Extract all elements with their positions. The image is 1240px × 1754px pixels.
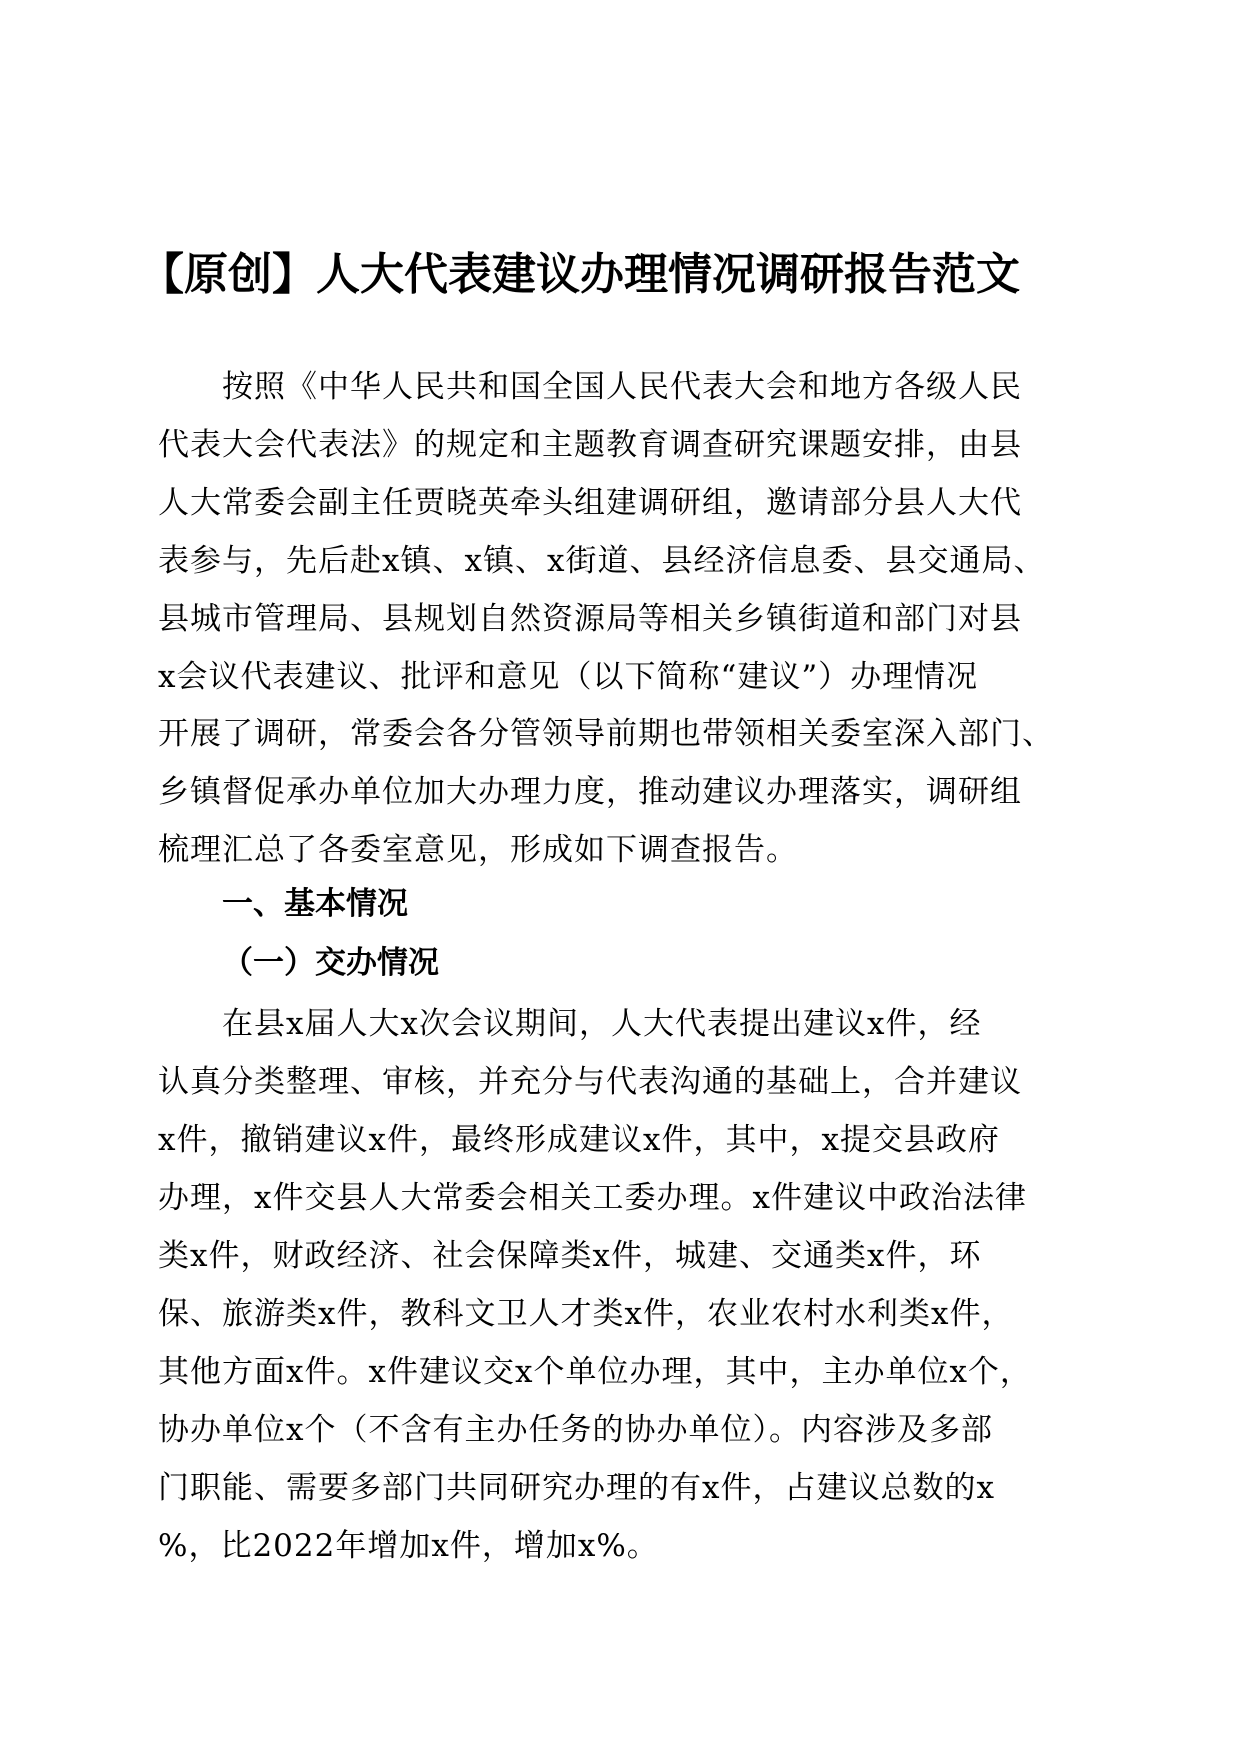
- body-line: 办理，x件交县人大常委会相关工委办理。x件建议中政治法律: [158, 1180, 1027, 1216]
- intro-line: 表参与，先后赴x镇、x镇、x街道、县经济信息委、县交通局、: [158, 543, 1046, 579]
- body-line: x件，撤销建议x件，最终形成建议x件，其中，x提交县政府: [158, 1122, 1000, 1158]
- body-line: 类x件，财政经济、社会保障类x件，城建、交通类x件，环: [158, 1238, 982, 1274]
- intro-line: 按照《中华人民共和国全国人民代表大会和地方各级人民: [222, 369, 1022, 405]
- subsection-heading: （一）交办情况: [222, 945, 439, 981]
- document-title: 【原创】人大代表建议办理情况调研报告范文: [140, 249, 1020, 300]
- intro-line: 开展了调研，常委会各分管领导前期也带领相关委室深入部门、: [158, 716, 1054, 752]
- body-line: 协办单位x个（不含有主办任务的协办单位）。内容涉及多部: [158, 1412, 993, 1448]
- intro-line: 乡镇督促承办单位加大办理力度，推动建议办理落实，调研组: [158, 774, 1022, 810]
- section-heading: 一、基本情况: [222, 886, 408, 922]
- body-line: 其他方面x件。x件建议交x个单位办理，其中，主办单位x个，: [158, 1354, 1032, 1390]
- body-line: 门职能、需要多部门共同研究办理的有x件，占建议总数的x: [158, 1470, 995, 1506]
- intro-line: 县城市管理局、县规划自然资源局等相关乡镇街道和部门对县: [158, 601, 1022, 637]
- body-line: 在县x届人大x次会议期间，人大代表提出建议x件，经: [222, 1006, 982, 1042]
- body-line: 认真分类整理、审核，并充分与代表沟通的基础上，合并建议: [158, 1064, 1022, 1100]
- intro-line: 梳理汇总了各委室意见，形成如下调查报告。: [158, 832, 798, 868]
- intro-line: 人大常委会副主任贾晓英牵头组建调研组，邀请部分县人大代: [158, 485, 1022, 521]
- intro-line: x会议代表建议、批评和意见（以下简称“建议”）办理情况: [158, 659, 979, 695]
- body-line: %，比2022年增加x件，增加x%。: [158, 1528, 659, 1564]
- body-line: 保、旅游类x件，教科文卫人才类x件，农业农村水利类x件，: [158, 1296, 1014, 1332]
- intro-line: 代表大会代表法》的规定和主题教育调查研究课题安排，由县: [158, 427, 1022, 463]
